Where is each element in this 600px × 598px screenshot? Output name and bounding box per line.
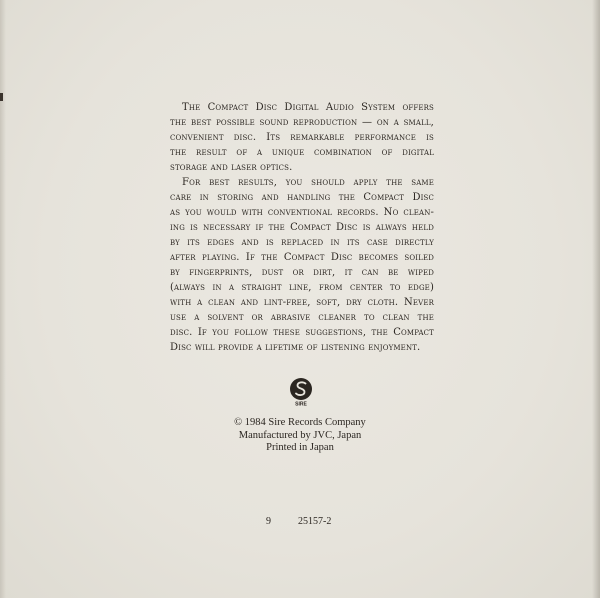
text-line: by its edges and is replaced in its case directly	[170, 237, 434, 248]
text-line: with a clean and lint-free, soft, dry cloth. Never	[170, 297, 434, 308]
text-line: Disc will provide a lifetime of listening enjoyment.	[170, 342, 421, 353]
text-line: care in storing and handling the Compact Disc	[170, 192, 434, 203]
text-line: after playing. If the Compact Disc becomes soiled	[170, 252, 434, 263]
sire-logo-icon	[288, 377, 314, 407]
page-number: 9	[266, 516, 271, 527]
logo-label: SIRE	[295, 401, 307, 407]
text-line: disc. If you follow these suggestions, the Compact	[170, 327, 434, 338]
text-line: storage and laser optics.	[170, 162, 293, 173]
text-line: as you would with conventional records. No clean-	[170, 207, 434, 218]
text-line: convenient disc. Its remarkable performance is	[170, 132, 434, 143]
copyright-line: © 1984 Sire Records Company	[234, 417, 366, 428]
text-line: by fingerprints, dust or dirt, it can be wiped	[170, 267, 434, 278]
text-line: ing is necessary if the Compact Disc is always held	[170, 222, 434, 233]
credits-block	[200, 417, 400, 455]
page-edge-left	[0, 0, 6, 598]
care-instructions-text	[170, 100, 434, 355]
text-line: The Compact Disc Digital Audio System offers	[182, 102, 434, 113]
text-line: the result of a unique combination of digital	[170, 147, 434, 158]
catalog-number: 25157-2	[298, 516, 332, 527]
text-line: the best possible sound reproduction — on a small,	[170, 117, 434, 128]
text-line: use a solvent or abrasive cleaner to clean the	[170, 312, 434, 323]
binding-mark	[0, 93, 3, 101]
printed-line: Printed in Japan	[266, 442, 334, 453]
page-edge-right	[592, 0, 600, 598]
manufacturer-line: Manufactured by JVC, Japan	[238, 429, 362, 441]
text-line: For best results, you should apply the same	[182, 177, 434, 188]
text-line: (always in a straight line, from center to edge)	[170, 282, 434, 293]
